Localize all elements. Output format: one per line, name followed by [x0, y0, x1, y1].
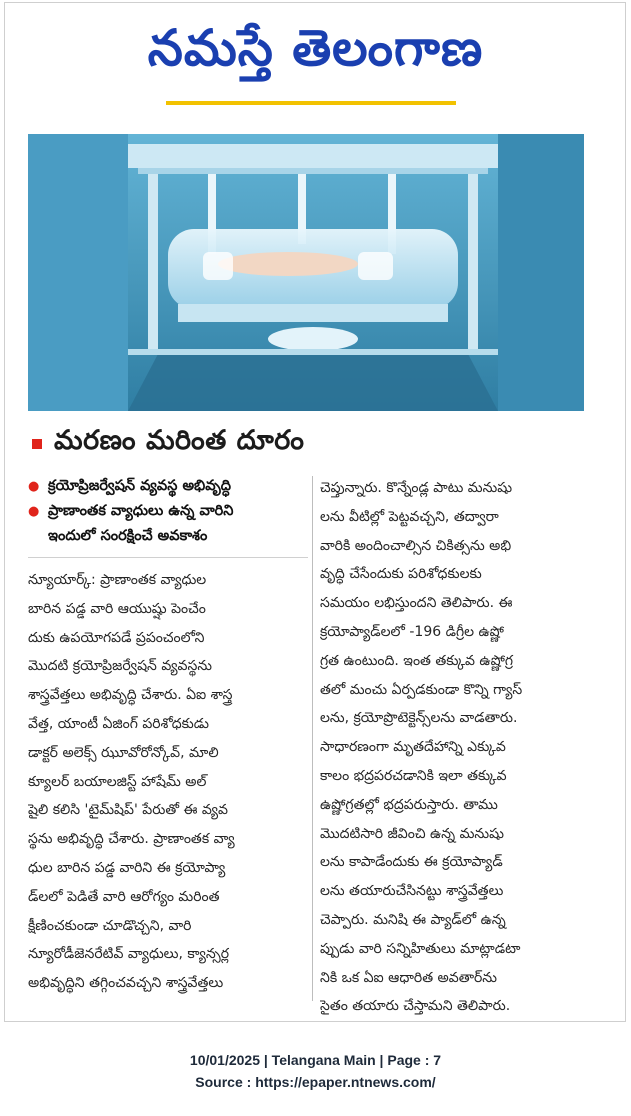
masthead-accent-rule [166, 101, 456, 105]
body-line: మొదటి క్రయోప్రిజర్వేషన్ వ్యవస్థను [28, 658, 212, 675]
body-line: లను వీటిల్లో పెట్టవచ్చని, తద్వారా [320, 508, 499, 525]
body-line: చెప్పారు. మనిషి ఈ ప్యాడ్‌లో ఉన్న [320, 911, 506, 928]
body-line: ప్పుడు వారి సన్నిహితులు మాట్లాడటా [320, 940, 521, 957]
body-line: వారికి అందించాల్సిన చికిత్సను అభి [320, 537, 512, 554]
body-line: లను, క్రయోప్రొటెక్టెన్స్‌లను వాడతారు. [320, 710, 518, 727]
subhead-text-continued: ఇందులో సంరక్షించే అవకాశం [48, 528, 208, 544]
subheads [28, 474, 308, 558]
source-link[interactable]: Source : https://epaper.ntnews.com/ [195, 1074, 436, 1090]
body-line: డ్‌లలో పెడితే వారి ఆరోగ్యం మరింత [28, 888, 220, 905]
left-column-body [28, 566, 308, 998]
body-line: స్థను అభివృద్ధి చేశారు. ప్రాణాంతక వ్యా [28, 831, 235, 848]
headline-bullet-icon [32, 439, 42, 449]
body-line: గ్రత ఉంటుంది. ఇంత తక్కువ ఉష్ణోగ్ర [320, 652, 513, 669]
left-column [28, 474, 308, 998]
body-line: దుకు ఉపయోగపడే ప్రపంచంలోని [28, 629, 205, 646]
body-line: వేత్త, యాంటీ ఏజింగ్ పరిశోధకుడు [28, 715, 209, 732]
subhead-item [28, 474, 308, 499]
body-line: చెప్తున్నారు. కొన్నేండ్ల పాటు మనుషు [320, 480, 513, 496]
body-line: క్రయోప్యాడ్‌లలో -196 డిగ్రీల ఉష్ణో [320, 623, 504, 640]
body-line: సమయం లభిస్తుందని తెలిపారు. ఈ [320, 595, 513, 612]
subhead-text: ప్రాణాంతక వ్యాధులు ఉన్న వారిని [48, 503, 234, 519]
edition-info: 10/01/2025 | Telangana Main | Page : 7 [189, 1052, 442, 1068]
body-line: వృద్ధి చేసేందుకు పరిశోధకులకు [320, 566, 482, 583]
body-line: నికి ఒక ఏఐ ఆధారిత అవతార్‌ను [320, 969, 497, 986]
body-line: కాలం భద్రపరచడానికి ఇలా తక్కువ [320, 767, 507, 784]
body-line: ధుల బారిన పడ్డ వారిని ఈ క్రయోప్యా [28, 859, 226, 876]
body-line: క్షీణించకుండా చూడొచ్చని, వారి [28, 917, 192, 934]
body-line: డాక్టర్ అలెక్స్ ఝూవోరోన్కోవ్, మాలి [28, 744, 219, 761]
body-line: న్యూరోడీజెనరేటివ్ వ్యాధులు, క్యాన్సర్ల [28, 946, 230, 963]
body-line: ఉష్ణోగ్రతల్లో భద్రపరుస్తారు. తాము [320, 796, 498, 813]
body-line: క్యూలర్ బయాలజిస్ట్ హాషేమ్ అల్ [28, 773, 207, 790]
body-line: లను తయారుచేసినట్టు శాస్త్రవేత్తలు [320, 883, 504, 900]
subhead-item [28, 499, 308, 524]
masthead [0, 4, 631, 94]
headline-text: మరణం మరింత దూరం [54, 425, 305, 456]
body-line: అభివృద్ధిని తగ్గించవచ్చని శాస్త్రవేత్తలు [28, 975, 224, 992]
newspaper-logo: నమస్తే తెలంగాణ [147, 18, 484, 77]
body-line: మొదటిసారి జీవించి ఉన్న మనుషు [320, 825, 504, 842]
column-divider [312, 476, 313, 1001]
subhead-text: క్రయోప్రిజర్వేషన్ వ్యవస్థ అభివృద్ధి [48, 478, 231, 494]
article-photo [28, 134, 584, 411]
right-column [320, 474, 588, 1021]
body-line: లను కాపాడేందుకు ఈ క్రయోప్యాడ్ [320, 854, 503, 871]
body-line: తలో మంచు ఏర్పడకుండా కొన్ని గ్యాస్ [320, 681, 523, 698]
red-bullet-icon: ● [28, 504, 40, 519]
cryopod-illustration [28, 134, 584, 411]
body-line: షైలి కలిసి 'టైమ్‌షిప్' పేరుతో ఈ వ్యవ [28, 802, 228, 819]
red-bullet-icon: ● [28, 479, 40, 494]
body-line: సాధారణంగా మృతదేహాన్ని ఎక్కువ [320, 739, 506, 756]
body-line: న్యూయార్క్: ప్రాణాంతక వ్యాధుల [28, 572, 207, 588]
body-line: బారిన పడ్డ వారి ఆయుష్షు పెంచేం [28, 600, 206, 617]
body-line: శాస్త్రవేత్తలు అభివృద్ధి చేశారు. ఏఐ శాస్త్ర [28, 687, 233, 704]
body-line: సైతం తయారు చేస్తామని తెలిపారు. [320, 998, 511, 1015]
article-headline [28, 424, 304, 464]
